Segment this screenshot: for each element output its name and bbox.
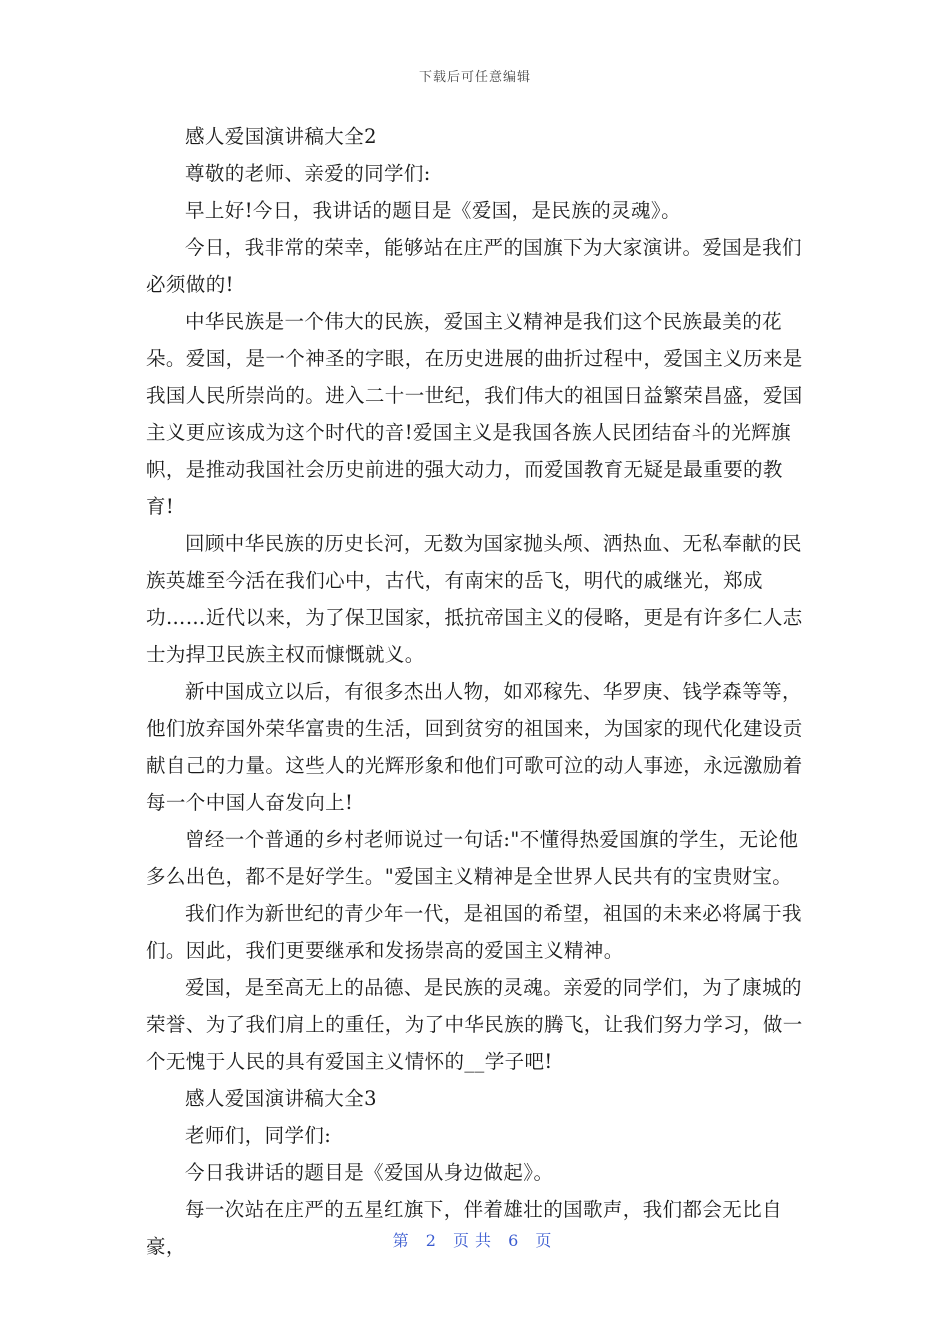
paragraph: 中华民族是一个伟大的民族，爱国主义精神是我们这个民族最美的花朵。爱国，是一个神圣的字眼，在历史进展的曲折过程中，爱国主义历来是我国人民所崇尚的。进入二十一世纪，我们伟大的祖国日益繁荣昌盛，爱国主义更应该成为这个时代的音!爱国主义是我国各族人民团结奋斗的光辉旗帜，是推动我国社会历史前进的强大动力，而爱国教育无疑是最重要的教育! [146,310,803,518]
page-number-footer: 第 2 页共 6 页 [392,1231,558,1250]
salutation: 老师们，同学们: [185,1124,332,1147]
paragraph: 曾经一个普通的乡村老师说过一句话:"不懂得热爱国旗的学生，无论他多么出色，都不是好学生。"爱国主义精神是全世界人民共有的宝贵财宝。 [146,828,799,888]
section-heading: 感人爱国演讲稿大全3 [185,1087,377,1110]
document-body [146,118,810,1265]
paragraph: 爱国，是至高无上的品德、是民族的灵魂。亲爱的同学们，为了康城的荣誉、为了我们肩上的重任，为了中华民族的腾飞，让我们努力学习，做一个无愧于人民的具有爱国主义情怀的__学子吧! [146,976,803,1073]
paragraph: 回顾中华民族的历史长河，无数为国家抛头颅、洒热血、无私奉献的民族英雄至今活在我们心中，古代，有南宋的岳飞，明代的戚继光，郑成功……近代以来，为了保卫国家，抵抗帝国主义的侵略，更是有许多仁人志士为捍卫民族主权而慷慨就义。 [146,532,803,666]
page-header: 下载后可任意编辑 [418,70,531,85]
section-heading: 感人爱国演讲稿大全2 [185,125,377,148]
salutation: 尊敬的老师、亲爱的同学们: [185,162,431,185]
paragraph: 今日我讲话的题目是《爱国从身边做起》。 [185,1161,554,1184]
paragraph: 新中国成立以后，有很多杰出人物，如邓稼先、华罗庚、钱学森等等，他们放弃国外荣华富贵的生活，回到贫穷的祖国来，为国家的现代化建设贡献自己的力量。这些人的光辉形象和他们可歌可泣的动人事迹，永远激励着每一个中国人奋发向上! [146,680,803,814]
paragraph: 我们作为新世纪的青少年一代，是祖国的希望，祖国的未来必将属于我们。因此，我们更要继承和发扬崇高的爱国主义精神。 [146,902,802,962]
paragraph: 今日，我非常的荣幸，能够站在庄严的国旗下为大家演讲。爱国是我们必须做的! [146,236,802,296]
paragraph: 早上好!今日，我讲话的题目是《爱国，是民族的灵魂》。 [185,199,681,222]
paragraph: 每一次站在庄严的五星红旗下，伴着雄壮的国歌声，我们都会无比自豪， [146,1198,783,1258]
